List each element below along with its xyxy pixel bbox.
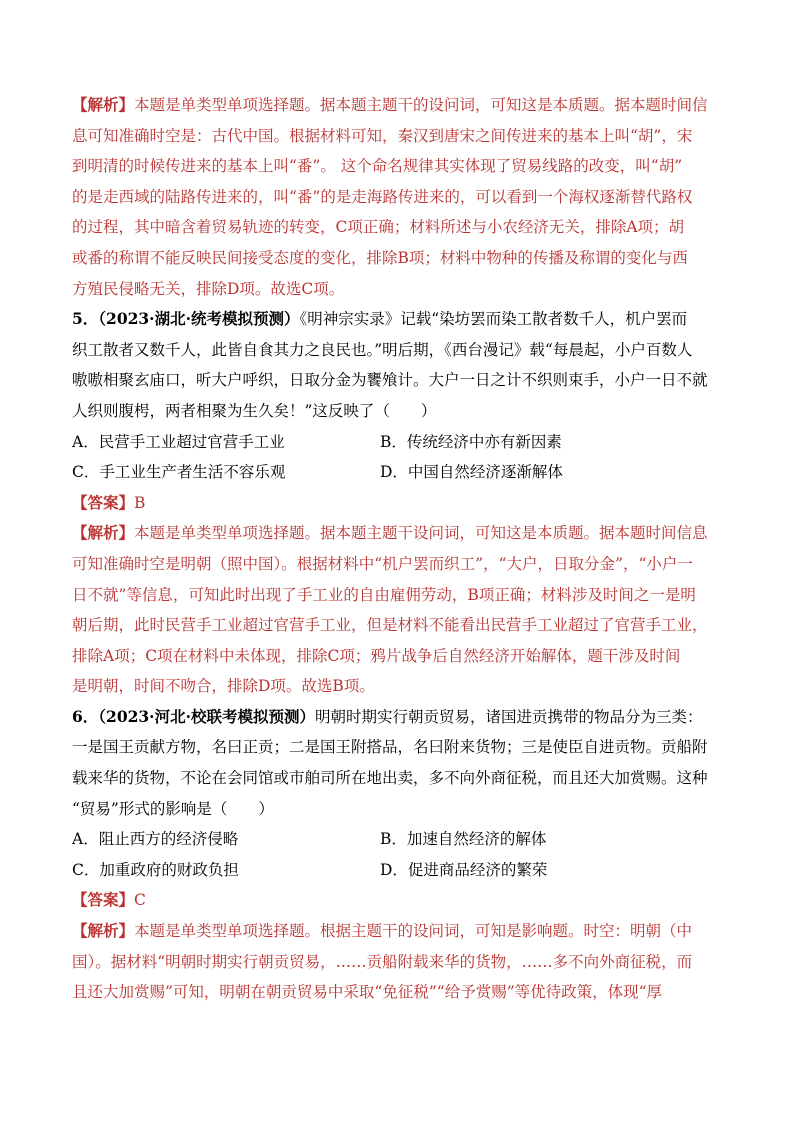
analysis-text: 本题是单类型单项选择题。据本题主题干的设问词，可知这是本质题。据本题时间信 bbox=[134, 96, 708, 114]
analysis-line bbox=[72, 90, 724, 121]
answer-line bbox=[72, 488, 724, 519]
question-5-stem bbox=[72, 304, 724, 335]
analysis-line bbox=[72, 518, 724, 549]
answer-value: B bbox=[134, 493, 146, 512]
analysis-line: 或番的称谓不能反映民间接受态度的变化，排除B项；材料中物种的传播及称谓的变化与西 bbox=[72, 248, 688, 267]
question-number: 6． bbox=[72, 706, 99, 726]
question-6-stem bbox=[72, 702, 724, 733]
analysis-line: 朝后期，此时民营手工业超过官营手工业，但是材料不能看出民营手工业超过了官营手工业， bbox=[72, 616, 708, 635]
options-row bbox=[72, 824, 724, 855]
question-line: 织工散者又数千人，此皆自食其力之良民也。”明后期，《西台漫记》载“每晨起，小户百数人 bbox=[72, 340, 693, 359]
answer-line bbox=[72, 885, 724, 916]
option-d: D．中国自然经济逐渐解体 bbox=[380, 463, 563, 482]
answer-value: C bbox=[134, 891, 146, 910]
analysis-line bbox=[72, 916, 724, 947]
analysis-line: 息可知准确时空是：古代中国。根据材料可知，秦汉到唐宋之间传进来的基本上叫“胡”，宋 bbox=[72, 126, 693, 145]
question-source: （2023·河北·校联考模拟预测） bbox=[98, 706, 315, 726]
question-line: 人织则腹枵，两者相聚为生久矣！”这反映了（ ） bbox=[72, 401, 437, 420]
analysis-text: 本题是单类型单项选择题。据本题主题干设问词，可知这是本质题。据本题时间信息 bbox=[134, 524, 708, 543]
analysis-tag: 【解析】 bbox=[72, 921, 135, 941]
analysis-tag: 【解析】 bbox=[72, 95, 135, 114]
option-c: C．加重政府的财政负担 bbox=[72, 860, 239, 879]
analysis-line: 是明朝，时间不吻合，排除D项。故选B项。 bbox=[72, 677, 375, 696]
options-row bbox=[72, 855, 724, 886]
option-c: C．手工业生产者生活不容乐观 bbox=[72, 463, 286, 482]
question-text: 明朝时期实行朝贡贸易，诸国进贡携带的物品分为三类： bbox=[314, 707, 703, 726]
option-a: A．民营手工业超过官营手工业 bbox=[72, 432, 285, 451]
analysis-text: 本题是单类型单项选择题。根据主题干的设问词，可知是影响题。时空：明朝（中 bbox=[134, 922, 693, 941]
analysis-line: 到明清的时候传进来的基本上叫“番”。 这个命名规律其实体现了贸易线路的改变，叫“胡” bbox=[72, 157, 683, 176]
options-row bbox=[72, 427, 724, 458]
option-d: D．促进商品经济的繁荣 bbox=[380, 860, 548, 879]
analysis-line: 方殖民侵略无关，排除D项。故选C项。 bbox=[72, 279, 345, 298]
analysis-line: 且还大加赏赐”可知，明朝在朝贡贸易中采取“免征税”“给予赏赐”等优待政策，体现“厚 bbox=[72, 983, 663, 1002]
answer-tag: 【答案】 bbox=[72, 492, 135, 512]
analysis-tag: 【解析】 bbox=[72, 523, 135, 543]
option-b: B．传统经济中亦有新因素 bbox=[380, 432, 562, 451]
question-source: （2023·湖北·统考模拟预测） bbox=[98, 309, 300, 329]
analysis-line: 国）。据材料“明朝时期实行朝贡贸易，……贡船附载来华的货物，……多不向外商征税，而 bbox=[72, 952, 693, 971]
answer-tag: 【答案】 bbox=[72, 890, 135, 910]
option-a: A．阻止西方的经济侵略 bbox=[72, 830, 239, 849]
question-number: 5． bbox=[72, 309, 99, 329]
analysis-line: 排除A项；C项在材料中未体现，排除C项；鸦片战争后自然经济开始解体，题干涉及时间 bbox=[72, 646, 681, 665]
option-b: B．加速自然经济的解体 bbox=[380, 830, 547, 849]
question-text: 《明神宗实录》记载“染坊罢而染工散者数千人，机户罢而 bbox=[299, 310, 688, 329]
question-line: “贸易”形式的影响是（ ） bbox=[72, 799, 274, 818]
analysis-line: 的是走西域的陆路传进来的，叫“番”的是走海路传进来的，可以看到一个海权逐渐替代路权 bbox=[72, 187, 693, 206]
options-row bbox=[72, 457, 724, 488]
analysis-line: 可知准确时空是明朝（照中国）。根据材料中“机户罢而织工”，“大户，日取分金”，“小户一 bbox=[72, 554, 693, 573]
analysis-line: 的过程，其中暗含着贸易轨迹的转变，C项正确；材料所述与小农经济无关，排除A项；胡 bbox=[72, 218, 685, 237]
question-line: 一是国王贡献方物，名曰正贡；二是国王附搭品，名曰附来货物；三是使臣自进贡物。贡船附 bbox=[72, 738, 708, 757]
question-line: 嗷嗷相聚玄庙口，听大户呼织，日取分金为饔飧计。大户一日之计不织则束手，小户一日不就 bbox=[72, 371, 708, 390]
analysis-line: 日不就”等信息，可知此时出现了手工业的自由雇佣劳动，B项正确；材料涉及时间之一是明 bbox=[72, 585, 696, 604]
page-content bbox=[72, 90, 724, 1008]
question-line: 载来华的货物，不论在会同馆或市舶司所在地出卖，多不向外商征税，而且还大加赏赐。这种 bbox=[72, 769, 708, 788]
